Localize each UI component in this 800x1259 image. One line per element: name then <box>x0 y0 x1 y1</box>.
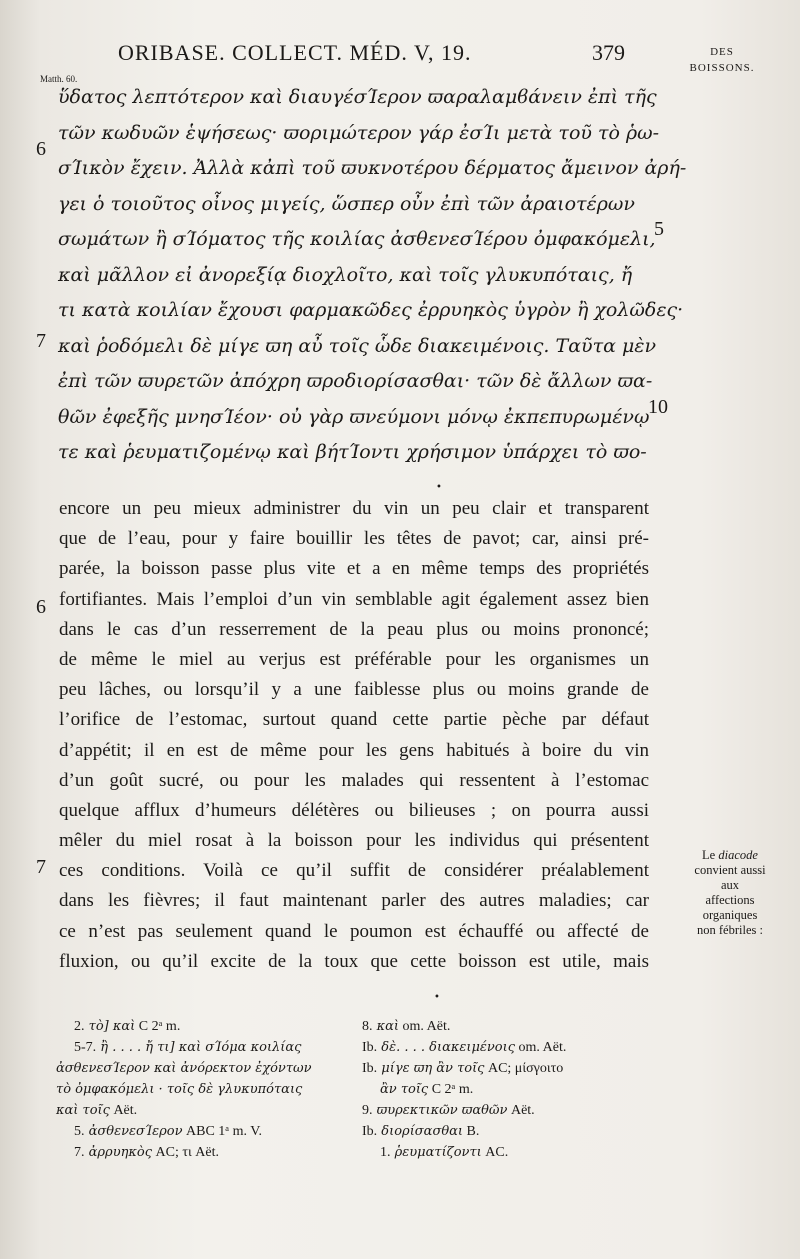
note-number: 1. <box>380 1145 391 1160</box>
note-greek: καὶ τοῖς <box>56 1103 110 1118</box>
apparatus-note <box>56 1058 356 1079</box>
apparatus-note <box>362 1079 662 1100</box>
section-title-line1: DES <box>710 46 734 58</box>
running-head: ORIBASE. COLLECT. MÉD. V, 19. <box>118 40 472 65</box>
note-greek: ἢ . . . . ἤ τι] καὶ σΊόμα κοιλίας <box>96 1040 302 1055</box>
french-line: de même le miel au verjus est préférable pour les organismes un <box>59 648 649 670</box>
french-line: quelque afflux d’humeurs délétères ou bilieuses ; on pourra aussi <box>59 799 649 821</box>
apparatus-note <box>362 1058 662 1079</box>
marginal-note-italic: diacode <box>718 848 758 862</box>
separator-mark: • <box>434 992 440 1003</box>
french-line: fortifiantes. Mais l’emploi d’un vin semblable agit également assez bien <box>59 588 649 610</box>
note-greek: τὸ ὀμφακόμελι · τοῖς δὲ γλυκυπόταις <box>56 1082 303 1097</box>
greek-line: ὕδατος λεπτότερον καὶ διαυγέσΊερον ϖαραλαμϐάνειν ἐπὶ τῆς <box>58 86 657 108</box>
note-greek: μίγε ϖη ἂν τοῖς <box>377 1061 485 1076</box>
greek-line: τι κατὰ κοιλίαν ἔχουσι φαρμακῶδες ἐρρυηκὸς ὑγρὸν ἢ χολῶδες· <box>58 299 684 321</box>
french-translation <box>59 494 649 977</box>
french-line: encore un peu mieux administrer du vin un peu clair et transparent <box>59 498 649 519</box>
note-latin: Aët. <box>109 1103 138 1118</box>
note-number: 9. <box>362 1103 373 1118</box>
greek-line: τῶν κωδυῶν ἑψήσεως· ϖοριμώτερον γάρ ἐσΊι μετὰ τοῦ τὸ ῥω- <box>58 121 660 144</box>
french-line: dans le cas d’un resserrement de la peau plus ou moins prononcé; <box>59 618 649 640</box>
note-latin: AC; τι Aët. <box>152 1145 219 1160</box>
apparatus-note <box>56 1016 356 1037</box>
section-title <box>682 44 762 76</box>
note-number: 2. <box>74 1019 85 1034</box>
french-line: peu lâches, ou lorsqu’il y a une faiblesse plus ou moins grande de <box>59 679 649 701</box>
french-line: l’orifice de l’estomac, surtout quand cette partie pèche par défaut <box>59 709 649 731</box>
marginal-note <box>680 848 780 938</box>
paragraph-number: 6 <box>36 596 46 618</box>
greek-line: θῶν ἐφεξῆς μνησΊέον· οὐ γὰρ ϖνεύμονι μόνῳ ἐκπεπυρωμένῳ <box>58 405 650 428</box>
greek-line: σωμάτων ἢ σΊόματος τῆς κοιλίας ἀσθενεσΊέρου ὀμφακόμελι, <box>58 228 656 250</box>
note-greek: καὶ <box>372 1019 400 1034</box>
apparatus-note <box>362 1100 662 1121</box>
apparatus-note <box>56 1121 356 1142</box>
greek-line: καὶ ῥοδόμελι δὲ μίγε ϖη αὖ τοῖς ὧδε διακειμένοις. Ταῦτα μὲν <box>58 334 657 357</box>
french-line: que de l’eau, pour y faire bouillir les têtes de pavot; car, ainsi pré- <box>59 528 649 550</box>
line-number: 5 <box>654 218 664 240</box>
greek-line: σΊικὸν ἔχειν. Ἀλλὰ κἀπὶ τοῦ ϖυκνοτέρου δέρματος ἄμεινον ἀρή- <box>58 157 687 179</box>
greek-line: γει ὁ τοιοῦτος οἶνος μιγείς, ὥσπερ οὖν ἐπὶ τῶν ἀραιοτέρων <box>58 192 635 215</box>
greek-line: ἐπὶ τῶν ϖυρετῶν ἀπόχρη ϖροδιορίσασθαι· τῶν δὲ ἄλλων ϖα- <box>58 370 653 392</box>
note-greek: ἂν τοῖς <box>380 1082 429 1097</box>
note-latin: AC. <box>481 1145 509 1160</box>
apparatus-note <box>362 1121 662 1142</box>
note-number: 8. <box>362 1019 373 1034</box>
note-latin: ABC 1ᵃ m. V. <box>182 1124 263 1139</box>
paragraph-number: 7 <box>36 856 46 878</box>
apparatus-right-column <box>362 1016 662 1163</box>
apparatus-note <box>56 1100 356 1121</box>
marginal-note-line: aux <box>720 878 740 892</box>
french-line: ces conditions. Voilà ce qu’il suffit de considérer préalablement <box>59 860 649 882</box>
note-latin: C 2ᵃ m. <box>428 1082 474 1097</box>
line-number: 10 <box>648 396 668 418</box>
page-number: 379 <box>592 40 625 65</box>
note-number: Ib. <box>362 1061 378 1076</box>
apparatus-note <box>362 1142 662 1163</box>
note-greek: ἀρρυηκὸς <box>84 1145 153 1160</box>
note-greek: ῥευματίζοντι <box>390 1145 482 1160</box>
paragraph-number: 6 <box>36 138 46 160</box>
section-title-line2: BOISSONS. <box>689 62 755 74</box>
apparatus-note <box>362 1016 662 1037</box>
french-line: mêler du miel rosat à la boisson pour les individus qui présentent <box>59 830 649 852</box>
note-greek: ἀσθενεσΊερον <box>84 1124 183 1139</box>
french-line: d’un goût sucré, ou pour les malades qui ressentent à l’estomac <box>59 769 649 791</box>
note-latin: om. Aët. <box>399 1019 451 1034</box>
note-latin: C 2ᵃ m. <box>135 1019 181 1034</box>
note-greek: διορίσασθαι <box>377 1124 464 1139</box>
french-line: dans les fièvres; il faut maintenant parler des autres maladies; car <box>59 890 649 912</box>
note-greek: δὲ. . . . διακειμένοις <box>377 1040 515 1055</box>
note-latin: Aët. <box>507 1103 535 1118</box>
apparatus-note <box>56 1037 356 1058</box>
apparatus-note <box>362 1037 662 1058</box>
greek-line: καὶ μᾶλλον εἰ ἀνορεξίᾳ διοχλοῖτο, καὶ τοῖς γλυκυπόταις, ἤ <box>58 263 633 286</box>
french-line: ce n’est pas seulement quand le poumon est échauffé ou affecté de <box>59 920 649 942</box>
marginal-note-line: non fébriles : <box>697 923 763 937</box>
marginal-note-prefix: Le <box>702 848 719 862</box>
marginal-note-line: affections <box>705 893 755 907</box>
apparatus-note <box>56 1142 356 1163</box>
note-number: 7. <box>74 1145 85 1160</box>
marginal-note-line <box>680 848 780 863</box>
marginal-note-line: convient aussi <box>694 863 766 877</box>
note-greek: ϖυρεκτικῶν ϖαθῶν <box>372 1103 508 1118</box>
marginal-note-line: organiques <box>702 908 758 922</box>
note-greek: ἀσθενεσΊερον καὶ ἀνόρεκτον ἐχόντων <box>56 1061 312 1076</box>
note-latin: B. <box>463 1124 480 1139</box>
note-number: Ib. <box>362 1124 378 1139</box>
source-reference: Matth. 60. <box>40 74 78 84</box>
note-latin: om. Aët. <box>515 1040 567 1055</box>
note-latin: AC; μίσγοιτο <box>484 1061 564 1076</box>
french-line: d’appétit; il en est de même pour les gens habitués à boire du vin <box>59 739 649 761</box>
note-number: 5-7. <box>74 1040 97 1055</box>
paragraph-number: 7 <box>36 330 46 352</box>
separator-mark: • <box>436 482 442 493</box>
french-line: parée, la boisson passe plus vite et a en même temps des propriétés <box>59 558 649 580</box>
note-number: 5. <box>74 1124 85 1139</box>
apparatus-note <box>56 1079 356 1100</box>
greek-line: τε καὶ ῥευματιζομένῳ καὶ βήτΊοντι χρήσιμον ὑπάρχει τὸ ϖο- <box>58 441 647 463</box>
apparatus-left-column <box>56 1016 356 1163</box>
note-number: Ib. <box>362 1040 378 1055</box>
french-line: fluxion, ou qu’il excite de la toux que cette boisson est utile, mais <box>59 950 649 972</box>
note-greek: τὸ] καὶ <box>84 1019 136 1034</box>
